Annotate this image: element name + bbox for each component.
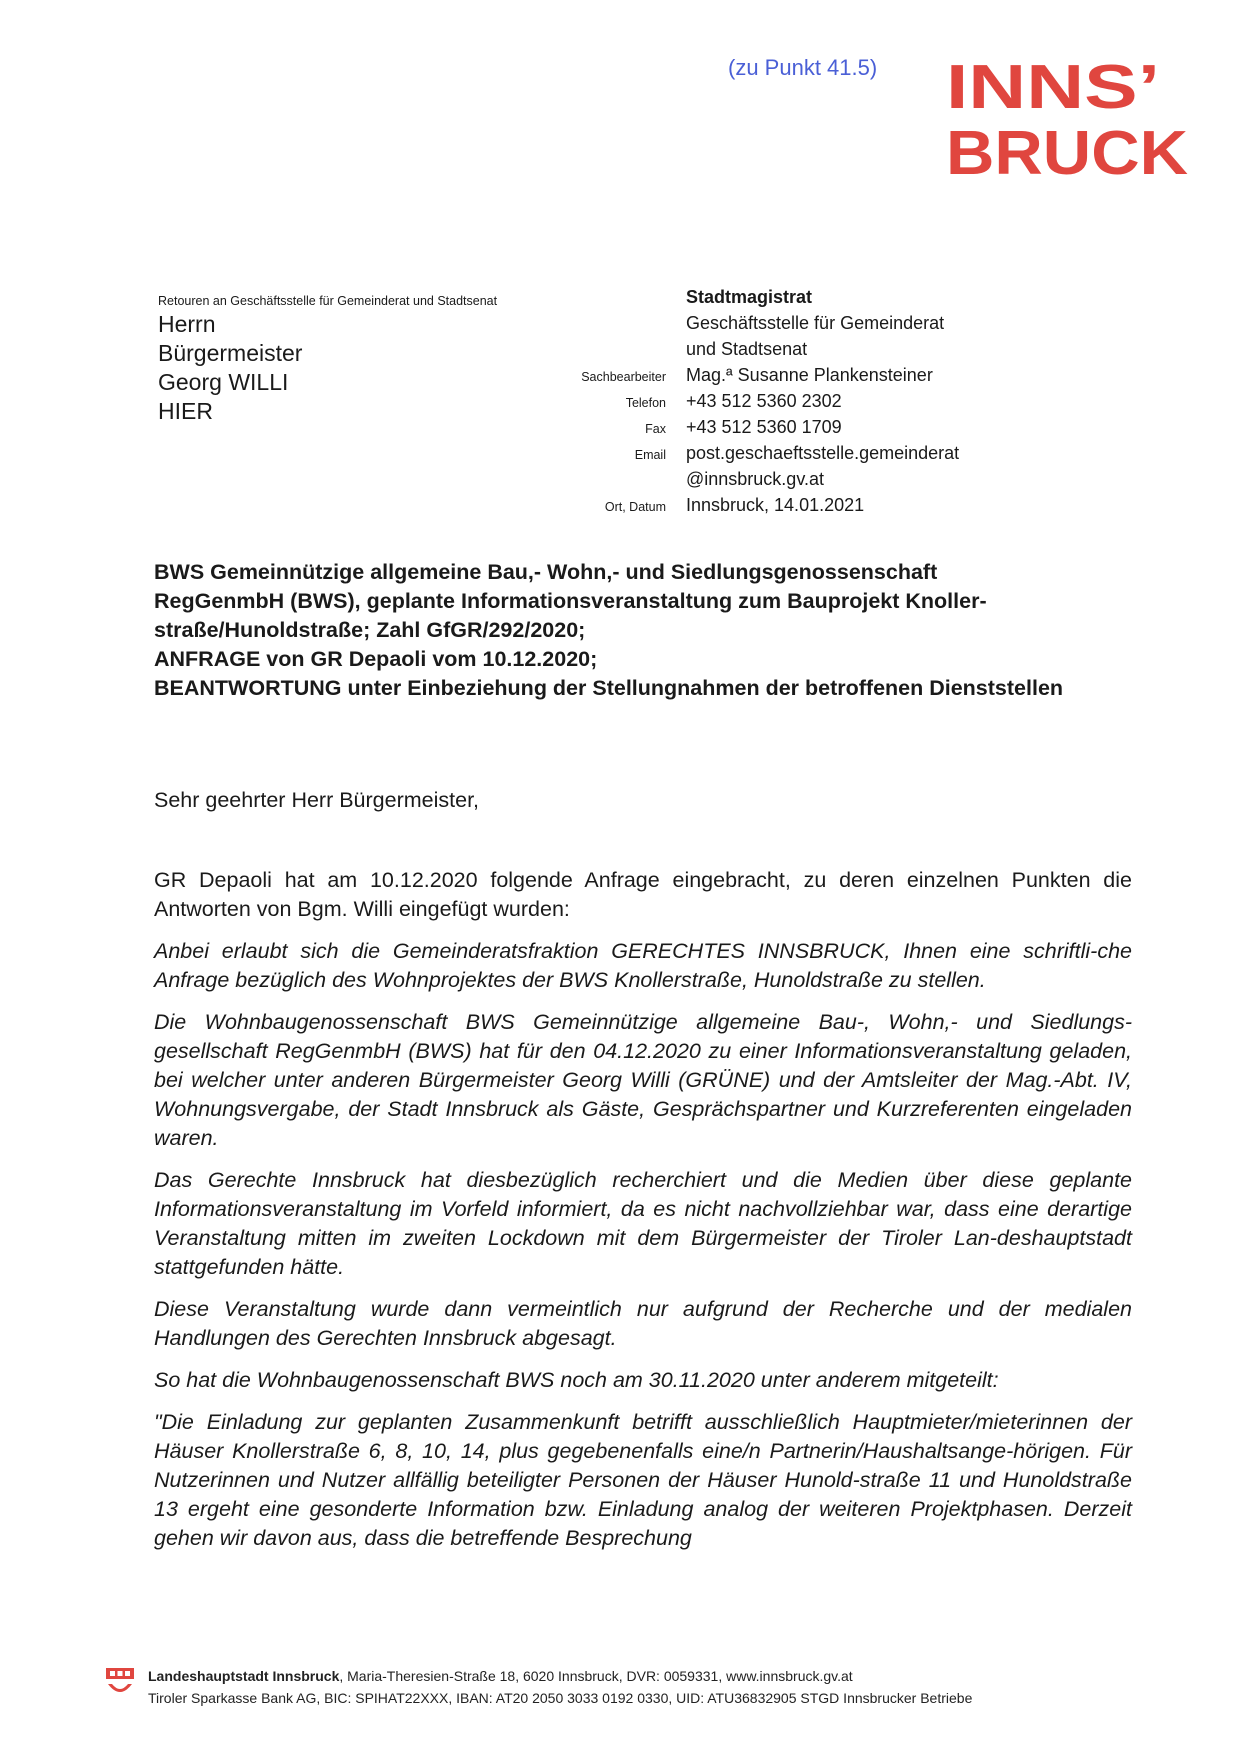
return-address: Retouren an Geschäftsstelle für Gemeinderat und Stadtsenat: [158, 294, 498, 308]
logo-line-1: INNS’: [946, 53, 1160, 122]
recipient-line: HIER: [158, 398, 213, 424]
subject-line: RegGenmbH (BWS), geplante Informationsveranstaltung zum Bauprojekt Knoller-: [154, 589, 987, 613]
salutation: Sehr geehrter Herr Bürgermeister,: [154, 788, 480, 812]
fax-value: +43 512 5360 1709: [686, 417, 842, 437]
sender-dept-line-1: Geschäftsstelle für Gemeinderat: [686, 313, 945, 333]
innsbruck-logo: [946, 52, 1190, 182]
quoted-paragraph: "Die Einladung zur geplanten Zusammenkunft betrifft ausschließlich Hauptmieter/mieterinnen der Häuser Knollerstraße 6, 8, 10, 14, plus gegebenenfalls eine/n Partnerin/Haushaltsange-hörigen. Für Nutzerinnen und Nutzer allfällig beteiligter Personen der Häuser Hunold-straße 11 und Hunoldstraße 13 ergeht eine gesonderte Information bzw. Einladung analog der weiteren Projektphasen. Derzeit gehen wir davon aus, dass die betreffende Besprechung: [154, 1410, 1132, 1550]
sender-dept-line-2: und Stadtsenat: [686, 339, 808, 359]
recipient-line: Georg WILLI: [158, 369, 289, 395]
date-value: Innsbruck, 14.01.2021: [686, 495, 865, 515]
clerk-name: Mag.ª Susanne Plankensteiner: [686, 365, 933, 385]
logo-line-2: BRUCK: [946, 119, 1189, 182]
quoted-paragraph: Die Wohnbaugenossenschaft BWS Gemeinnützige allgemeine Bau-, Wohn,- und Siedlungs-gesellschaft RegGenmbH (BWS) hat für den 04.12.2020 zu einer Informationsveranstaltung geladen, bei welcher unter anderen Bürgermeister Georg Willi (GRÜNE) und der Amtsleiter der Mag.-Abt. IV, Wohnungsvergabe, der Stadt Innsbruck als Gäste, Gesprächspartner und Kurzreferenten eingeladen waren.: [154, 1010, 1132, 1150]
date-label: Ort, Datum: [604, 500, 666, 514]
footer-line-1: [148, 1668, 853, 1684]
quoted-paragraph: Anbei erlaubt sich die Gemeinderatsfraktion GERECHTES INNSBRUCK, Ihnen eine schriftli-che Anfrage bezüglich des Wohnprojektes der BWS Knollerstraße, Hunoldstraße zu stellen.: [154, 939, 1132, 992]
subject-heading: [154, 558, 1134, 703]
email-label: Email: [634, 448, 666, 462]
subject-line: BWS Gemeinnützige allgemeine Bau,- Wohn,- und Siedlungsgenossenschaft: [154, 560, 938, 584]
phone-value: +43 512 5360 2302: [686, 391, 842, 411]
footer-org: Landeshauptstadt Innsbruck: [148, 1668, 340, 1684]
email-value-line-1: post.geschaeftsstelle.gemeinderat: [686, 443, 960, 463]
reference-note: (zu Punkt 41.5): [728, 55, 878, 80]
subject-line: ANFRAGE von GR Depaoli vom 10.12.2020;: [154, 647, 598, 671]
phone-label: Telefon: [625, 396, 666, 410]
quoted-paragraph: Diese Veranstaltung wurde dann vermeintlich nur aufgrund der Recherche und der medialen Handlungen des Gerechten Innsbruck abgesagt.: [154, 1297, 1132, 1350]
quoted-paragraph: Das Gerechte Innsbruck hat diesbezüglich recherchiert und die Medien über diese geplante Informationsveranstaltung im Vorfeld informiert, da es nicht nachvollziehbar war, dass eine derartige Veranstaltung mitten im zweiten Lockdown mit dem Bürgermeister der Tiroler Lan-deshauptstadt stattgefunden hätte.: [154, 1168, 1132, 1279]
footer-line-2: Tiroler Sparkasse Bank AG, BIC: SPIHAT22XXX, IBAN: AT20 2050 3033 0192 0330, UID: ATU36832905 STGD Innsbrucker Betriebe: [148, 1690, 973, 1706]
intro-paragraph: GR Depaoli hat am 10.12.2020 folgende Anfrage eingebracht, zu deren einzelnen Punkten die Antworten von Bgm. Willi eingefügt wurden:: [154, 868, 1132, 921]
email-value-line-2: @innsbruck.gv.at: [686, 469, 824, 489]
subject-line: BEANTWORTUNG unter Einbeziehung der Stellungnahmen der betroffenen Dienststellen: [154, 676, 1064, 700]
subject-line: straße/Hunoldstraße; Zahl GfGR/292/2020;: [154, 618, 586, 642]
recipient-line: Bürgermeister: [158, 340, 303, 366]
quoted-paragraph: So hat die Wohnbaugenossenschaft BWS noch am 30.11.2020 unter anderem mitgeteilt:: [154, 1368, 999, 1392]
fax-label: Fax: [645, 422, 666, 436]
sender-org: Stadtmagistrat: [686, 287, 813, 307]
city-crest-icon: [104, 1666, 136, 1698]
footer-address: , Maria-Theresien-Straße 18, 6020 Innsbruck, DVR: 0059331, www.innsbruck.gv.at: [339, 1668, 853, 1684]
recipient-line: Herrn: [158, 311, 216, 337]
clerk-label: Sachbearbeiter: [581, 370, 666, 384]
